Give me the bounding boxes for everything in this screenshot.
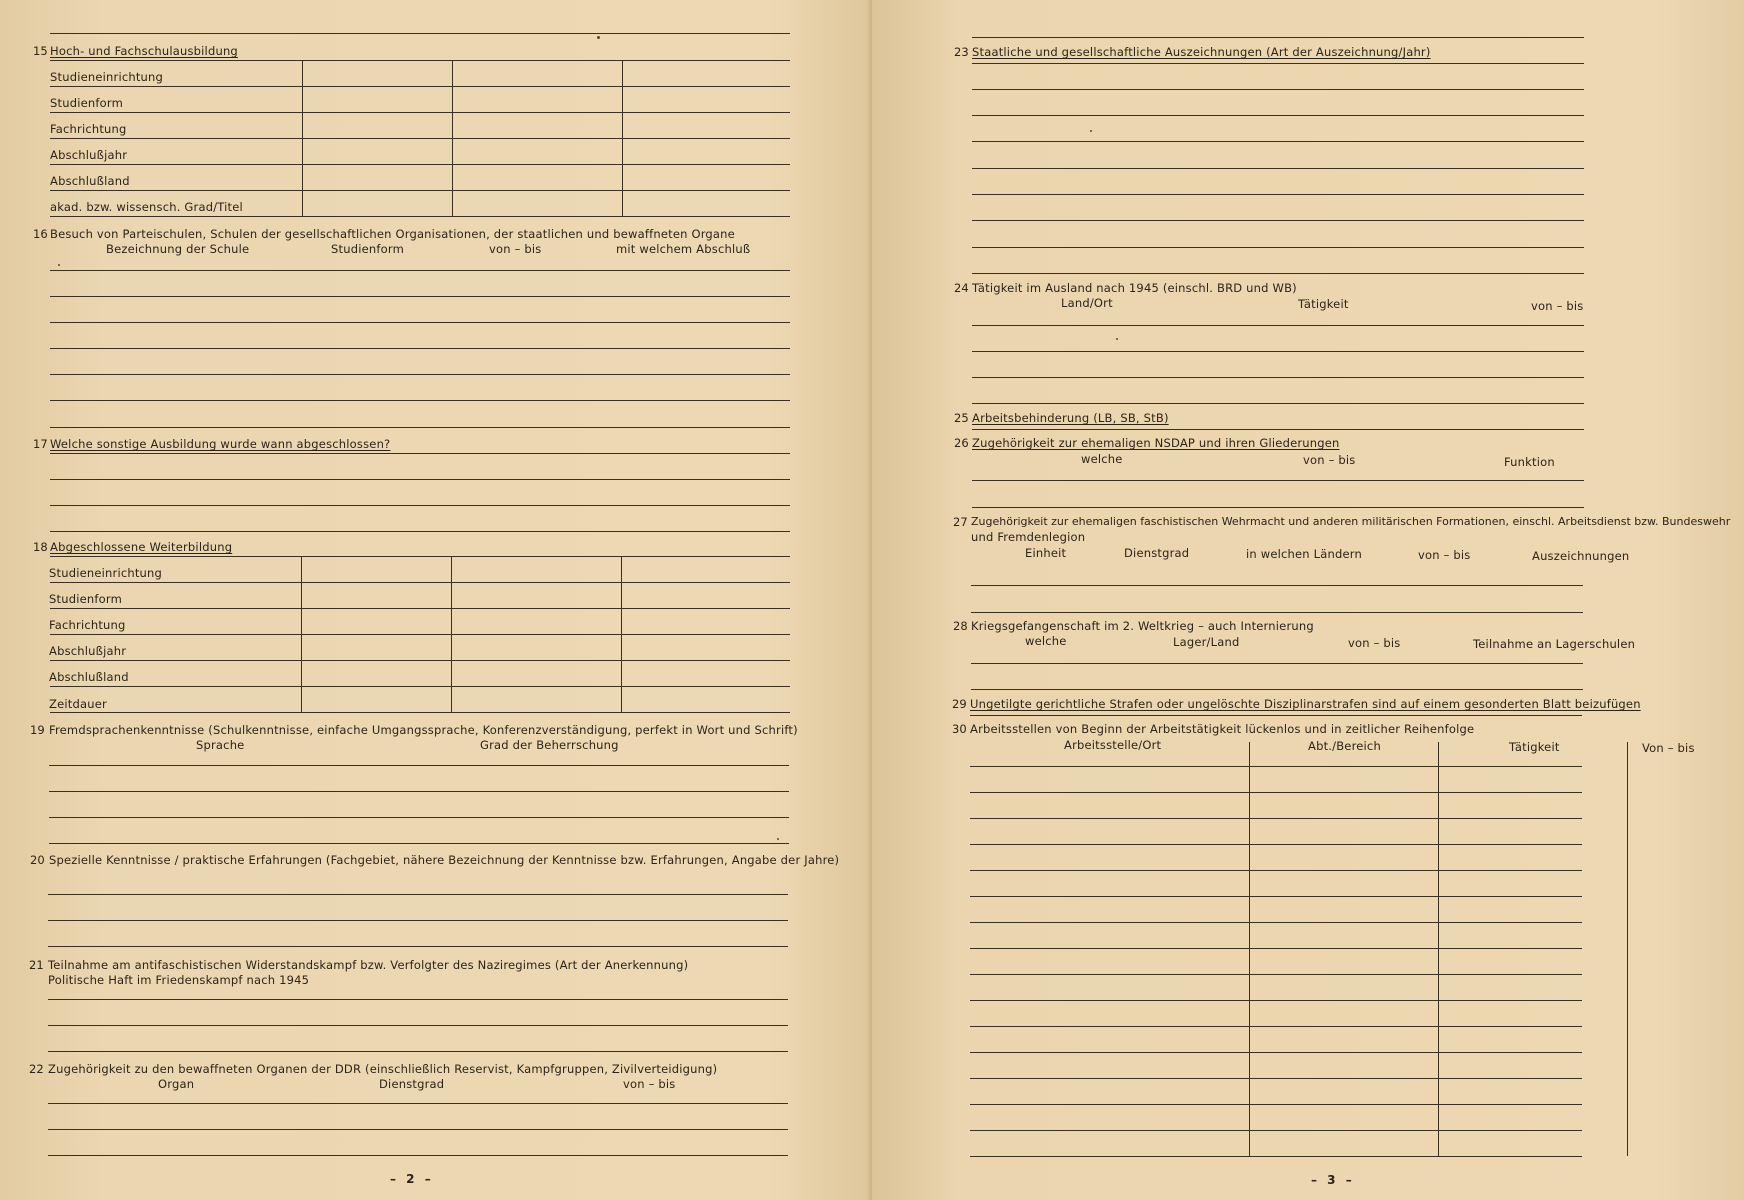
section-15-title: Hoch- und Fachschulausbildung (50, 44, 238, 58)
section-27-line2: und Fremdenlegion (971, 530, 1086, 544)
s19-col-label: Sprache (196, 738, 245, 752)
s15-row-label: akad. bzw. wissensch. Grad/Titel (50, 200, 243, 214)
s26-col-label: von – bis (1303, 453, 1356, 467)
s16-col-label: mit welchem Abschluß (616, 242, 751, 256)
s18-row-label: Studienform (49, 592, 122, 606)
s22-col-label: von – bis (623, 1077, 676, 1091)
s27-col-label: Dienstgrad (1124, 546, 1190, 560)
section-25-number: 25 (954, 411, 969, 425)
top-rule (50, 33, 790, 34)
section-26-number: 26 (954, 436, 969, 450)
s27-col-label: Einheit (1025, 546, 1067, 560)
section-26-title: Zugehörigkeit zur ehemaligen NSDAP und ihren Gliederungen (972, 436, 1340, 450)
s18-row-label: Abschlußjahr (49, 644, 127, 658)
section-21-title: Teilnahme am antifaschistischen Widerstandskampf bzw. Verfolgter des Naziregimes (Art der Anerkennung) (48, 958, 689, 972)
section-27-title: Zugehörigkeit zur ehemaligen faschistischen Wehrmacht und anderen militärischen Formationen, einschl. Arbeitsdienst bzw. Bundeswehr (971, 515, 1731, 528)
s15-row-label: Abschlußjahr (50, 148, 128, 162)
s26-col-label: welche (1081, 452, 1123, 466)
s28-col-label: von – bis (1348, 636, 1401, 650)
section-29-number: 29 (952, 697, 967, 711)
section-20-title: Spezielle Kenntnisse / praktische Erfahrungen (Fachgebiet, nähere Bezeichnung der Kenntnisse bzw. Erfahrungen, Angabe der Jahre) (49, 853, 840, 867)
section-21-line2: Politische Haft im Friedenskampf nach 1945 (48, 973, 310, 987)
s24-col-label: Tätigkeit (1298, 297, 1349, 311)
section-18-title: Abgeschlossene Weiterbildung (50, 540, 233, 554)
paper-speck (777, 838, 779, 840)
s18-row-label: Fachrichtung (49, 618, 126, 632)
section-17-title: Welche sonstige Ausbildung wurde wann abgeschlossen? (50, 437, 391, 451)
paper-speck (1090, 130, 1092, 132)
s15-row-label: Abschlußland (50, 174, 130, 188)
section-24-number: 24 (954, 281, 969, 295)
s18-row-label: Abschlußland (49, 670, 129, 684)
s28-col-label: Teilnahme an Lagerschulen (1473, 637, 1636, 651)
s16-col-label: Studienform (331, 242, 404, 256)
right-page (872, 0, 1744, 1200)
section-15-number: 15 (33, 44, 48, 58)
s24-col-label: von – bis (1531, 299, 1584, 313)
section-19-title: Fremdsprachenkenntnisse (Schulkenntnisse, einfache Umgangssprache, Konferenzverständigung, perfekt in Wort und Schrift) (49, 723, 798, 737)
s30-col-label: Arbeitsstelle/Ort (1064, 738, 1162, 752)
section-25-title: Arbeitsbehinderung (LB, SB, StB) (972, 411, 1169, 425)
s15-row-label: Studienform (50, 96, 123, 110)
s24-col-label: Land/Ort (1061, 296, 1113, 310)
s16-col-label: Bezeichnung der Schule (106, 242, 250, 256)
s22-col-label: Organ (158, 1077, 195, 1091)
section-20-number: 20 (30, 853, 45, 867)
paper-speck (58, 264, 60, 266)
s26-col-label: Funktion (1504, 455, 1555, 469)
section-30-number: 30 (952, 722, 967, 736)
s18-row-label: Zeitdauer (49, 697, 107, 711)
page-number: – 2 – (390, 1172, 434, 1186)
section-19-number: 19 (30, 723, 45, 737)
s28-col-label: Lager/Land (1173, 635, 1240, 649)
section-28-number: 28 (953, 619, 968, 633)
section-18-number: 18 (33, 540, 48, 554)
s27-col-label: von – bis (1418, 548, 1471, 562)
section-22-title: Zugehörigkeit zu den bewaffneten Organen der DDR (einschließlich Reservist, Kampfgruppen, Zivilverteidigung) (48, 1062, 718, 1076)
section-22-number: 22 (29, 1062, 44, 1076)
section-24-title: Tätigkeit im Ausland nach 1945 (einschl. BRD und WB) (972, 281, 1297, 295)
s27-col-label: Auszeichnungen (1532, 549, 1630, 563)
s30-col-label: Tätigkeit (1509, 740, 1560, 754)
section-16-number: 16 (33, 227, 48, 241)
s15-row-label: Studieneinrichtung (50, 70, 164, 84)
s16-col-label: von – bis (489, 242, 542, 256)
section-29-title: Ungetilgte gerichtliche Strafen oder ungelöschte Disziplinarstrafen sind auf einem gesonderten Blatt beizufügen (970, 697, 1641, 711)
s28-col-label: welche (1025, 634, 1067, 648)
section-27-number: 27 (953, 515, 968, 529)
section-16-title: Besuch von Parteischulen, Schulen der gesellschaftlichen Organisationen, der staatlichen und bewaffneten Organe (50, 227, 735, 241)
s15-row-label: Fachrichtung (50, 122, 127, 136)
s30-col-label: Von – bis (1642, 741, 1695, 755)
section-23-title: Staatliche und gesellschaftliche Auszeichnungen (Art der Auszeichnung/Jahr) (972, 45, 1431, 59)
section-23-number: 23 (954, 45, 969, 59)
s22-col-label: Dienstgrad (379, 1077, 445, 1091)
section-17-number: 17 (33, 437, 48, 451)
s18-row-label: Studieneinrichtung (49, 566, 163, 580)
page-number: – 3 – (1311, 1173, 1355, 1187)
paper-speck (597, 36, 600, 39)
s27-col-label: in welchen Ländern (1246, 547, 1362, 561)
s30-col-label: Abt./Bereich (1308, 739, 1381, 753)
section-30-title: Arbeitsstellen von Beginn der Arbeitstätigkeit lückenlos und in zeitlicher Reihenfolge (970, 722, 1475, 736)
section-28-title: Kriegsgefangenschaft im 2. Weltkrieg – auch Internierung (971, 619, 1314, 633)
paper-speck (1116, 338, 1118, 340)
s19-col-label: Grad der Beherrschung (480, 738, 619, 752)
section-21-number: 21 (29, 958, 44, 972)
